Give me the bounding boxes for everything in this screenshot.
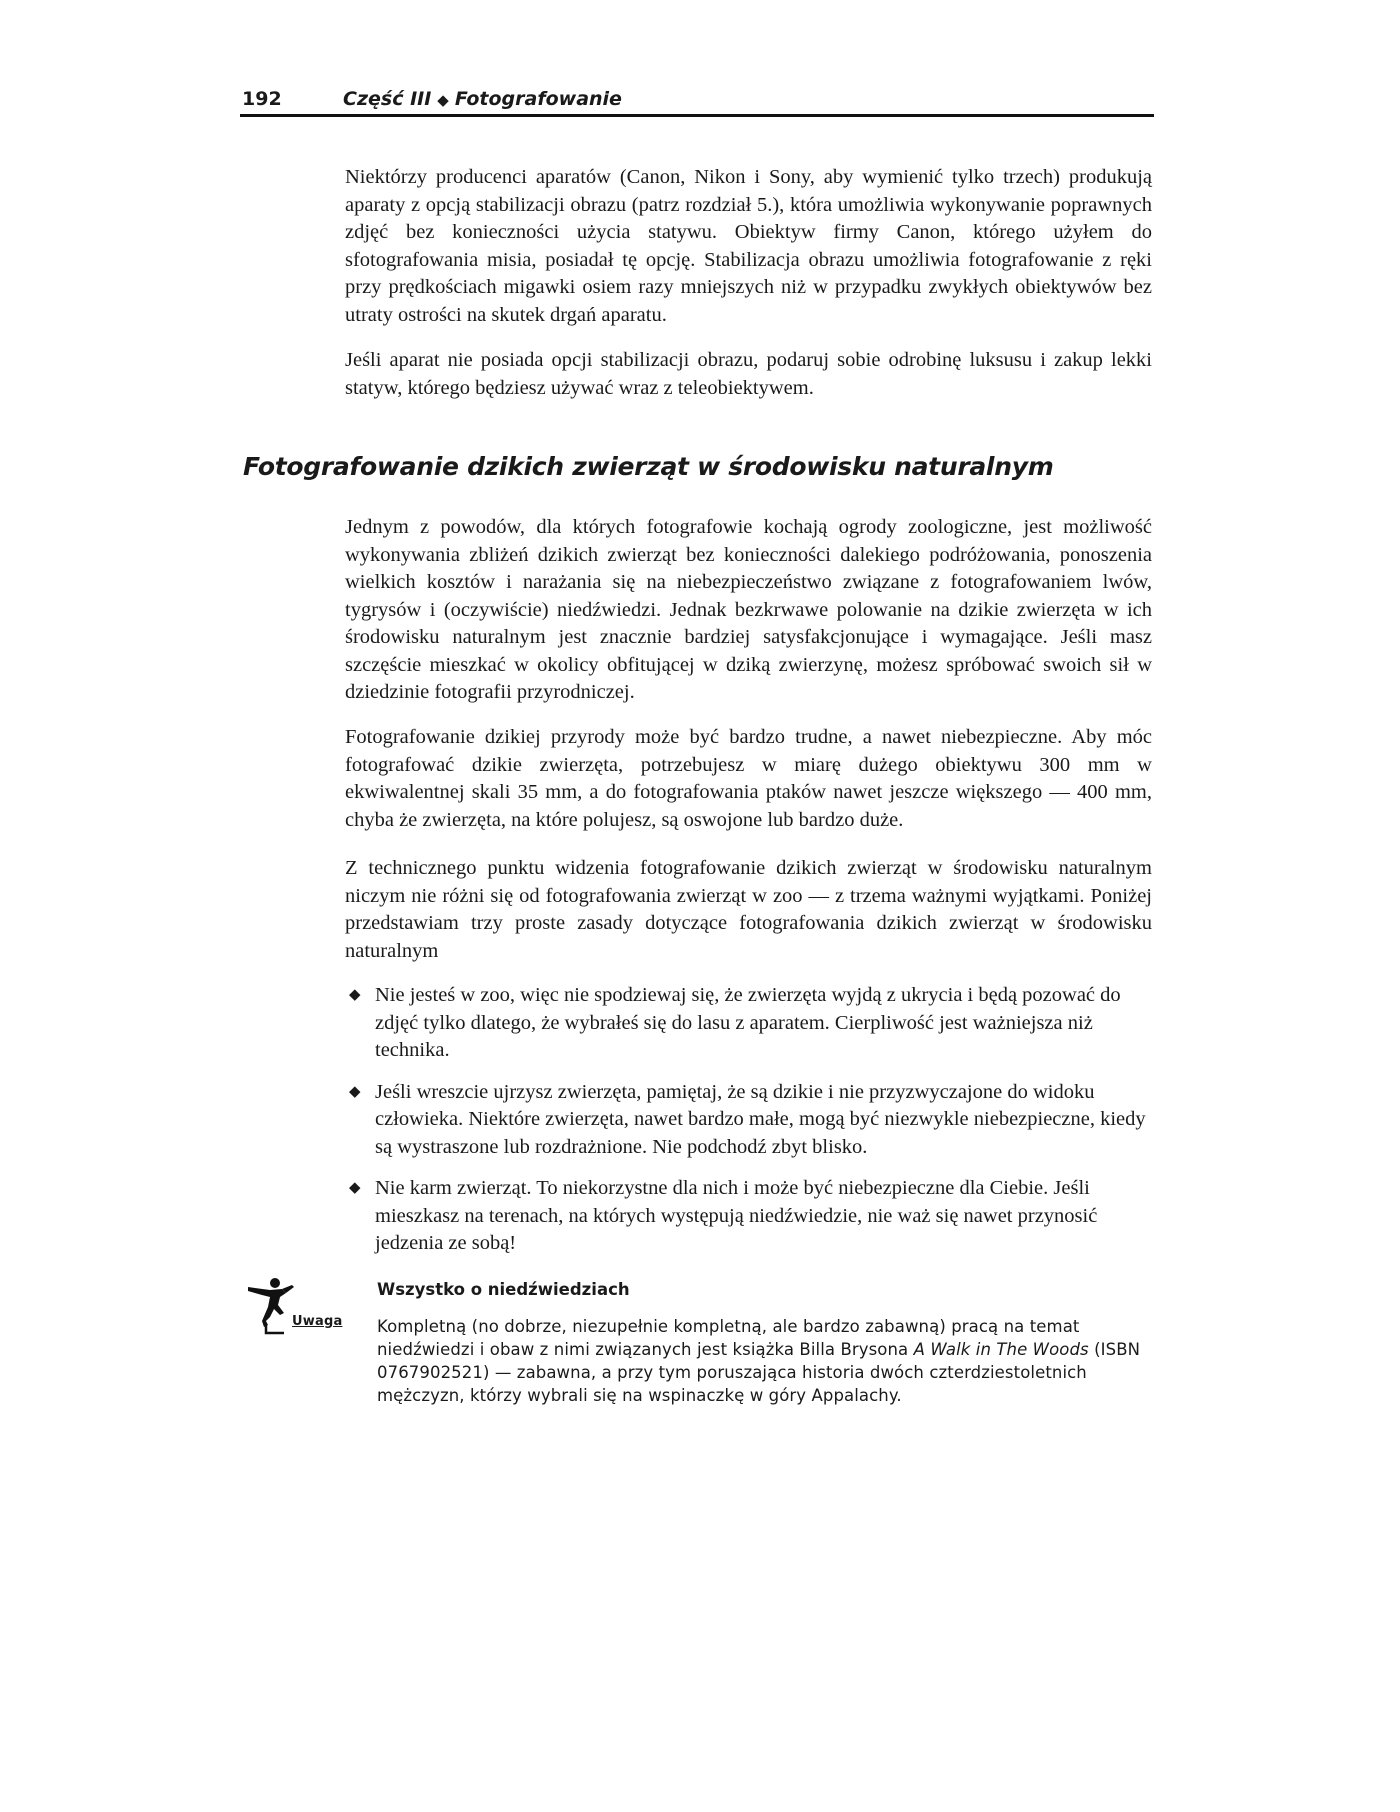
diamond-separator-icon: ◆	[437, 91, 449, 109]
running-head-title	[343, 84, 622, 115]
section-paragraph-3: Z technicznego punktu widzenia fotografowanie dzikich zwierząt w środowisku naturalnym niczym nie różni się od fotografowania zwierząt w zoo — z trzema ważnymi wyjątkami. Poniżej przedstawiam trzy proste zasady dotyczące fotografowania dzikich zwierząt w środowisku naturalnym	[345, 857, 1152, 962]
list-item-text: Nie karm zwierząt. To niekorzystne dla nich i może być niebezpieczne dla Ciebie. Jeśli mieszkasz na terenach, na których występują niedźwiedzie, nie waż się nawet przynosić jedzenia ze sobą!	[375, 1177, 1098, 1254]
rules-list	[345, 982, 1152, 1258]
diamond-bullet-icon: ◆	[349, 1180, 361, 1196]
diamond-bullet-icon: ◆	[349, 987, 361, 1003]
list-item-text: Jeśli wreszcie ujrzysz zwierzęta, pamiętaj, że są dzikie i nie przyzwyczajone do widoku człowieka. Niektóre zwierzęta, nawet bardzo małe, mogą być niezwykle niebezpieczne, kiedy są wystraszone lub rozdrażnione. Nie podchodź zbyt blisko.	[375, 1080, 1146, 1158]
part-label: Część III	[343, 88, 432, 110]
book-title: A Walk in The Woods	[913, 1340, 1089, 1359]
note-text-after: (ISBN 0767902521) — zabawna, a przy tym poruszająca historia dwóch czterdziestoletnich mężczyzn, którzy wybrali się na wspinaczkę w góry Appalachy.	[377, 1340, 1141, 1405]
intro-paragraph-1: Niektórzy producenci aparatów (Canon, Nikon i Sony, aby wymienić tylko trzech) produkują aparaty z opcją stabilizacji obrazu (patrz rozdział 5.), która umożliwia wykonywanie poprawnych zdjęć bez konieczności użycia statywu. Obiektyw firmy Canon, którego użyłem do sfotografowania misia, posiadał tę opcję. Stabilizacja obrazu umożliwia fotografowanie z ręki przy prędkościach migawki osiem razy mniejszych niż w przypadku zwykłych obiektywów bez utraty ostrości na skutek drgań aparatu.	[345, 166, 1152, 326]
running-header	[240, 84, 1154, 117]
chapter-label: Fotografowanie	[454, 88, 622, 110]
section-paragraph-2: Fotografowanie dzikiej przyrody może być bardzo trudne, a nawet niebezpieczne. Aby móc fotografować dzikie zwierzęta, potrzebujesz w miarę dużego obiektywu 300 mm w ekwiwalentnej skali 35 mm, a do fotografowania ptaków nawet jeszcze większego — 400 mm, chyba że zwierzęta, na które polujesz, są oswojone lub bardzo duże.	[345, 726, 1152, 831]
list-item	[345, 1079, 1152, 1162]
diamond-bullet-icon: ◆	[349, 1083, 361, 1100]
section-paragraph-1: Jednym z powodów, dla których fotografowie kochają ogrody zoologiczne, jest możliwość wykonywania zbliżeń dzikich zwierząt bez konieczności dalekiego podróżowania, ponoszenia wielkich kosztów i narażania się na niebezpieczeństwo związane z fotografowaniem lwów, tygrysów i (oczywiście) niedźwiedzi. Jednak bezkrwawe polowanie na dzikie zwierzęta w ich środowisku naturalnym jest znacznie bardziej satysfakcjonujące i wymagające. Jeśli masz szczęście mieszkać w okolicy obfitującej w dziką zwierzynę, możesz spróbować swoich sił w dziedzinie fotografii przyrodniczej.	[345, 516, 1152, 703]
page-number: 192	[242, 88, 282, 110]
section-heading: Fotografowanie dzikich zwierząt w środowisku naturalnym	[243, 452, 1054, 481]
intro-paragraph-2: Jeśli aparat nie posiada opcji stabilizacji obrazu, podaruj sobie odrobinę luksusu i zakup lekki statyw, którego będziesz używać wraz z teleobiektywem.	[345, 349, 1152, 399]
note-label: Uwaga	[292, 1314, 343, 1329]
list-item	[345, 982, 1152, 1065]
note-title: Wszystko o niedźwiedziach	[377, 1280, 630, 1299]
note-body	[377, 1315, 1152, 1407]
note-text-before: Kompletną (no dobrze, niezupełnie kompletną, ale bardzo zabawną) pracą na temat niedźwiedzi i obaw z nimi związanych jest książka Billa Brysona	[377, 1317, 1080, 1359]
list-item-text: Nie jesteś w zoo, więc nie spodziewaj się, że zwierzęta wyjdą z ukrycia i będą pozować do zdjęć tylko dlatego, że wybrałeś się do lasu z aparatem. Cierpliwość jest ważniejsza niż technika.	[375, 984, 1121, 1061]
list-item	[345, 1175, 1152, 1258]
